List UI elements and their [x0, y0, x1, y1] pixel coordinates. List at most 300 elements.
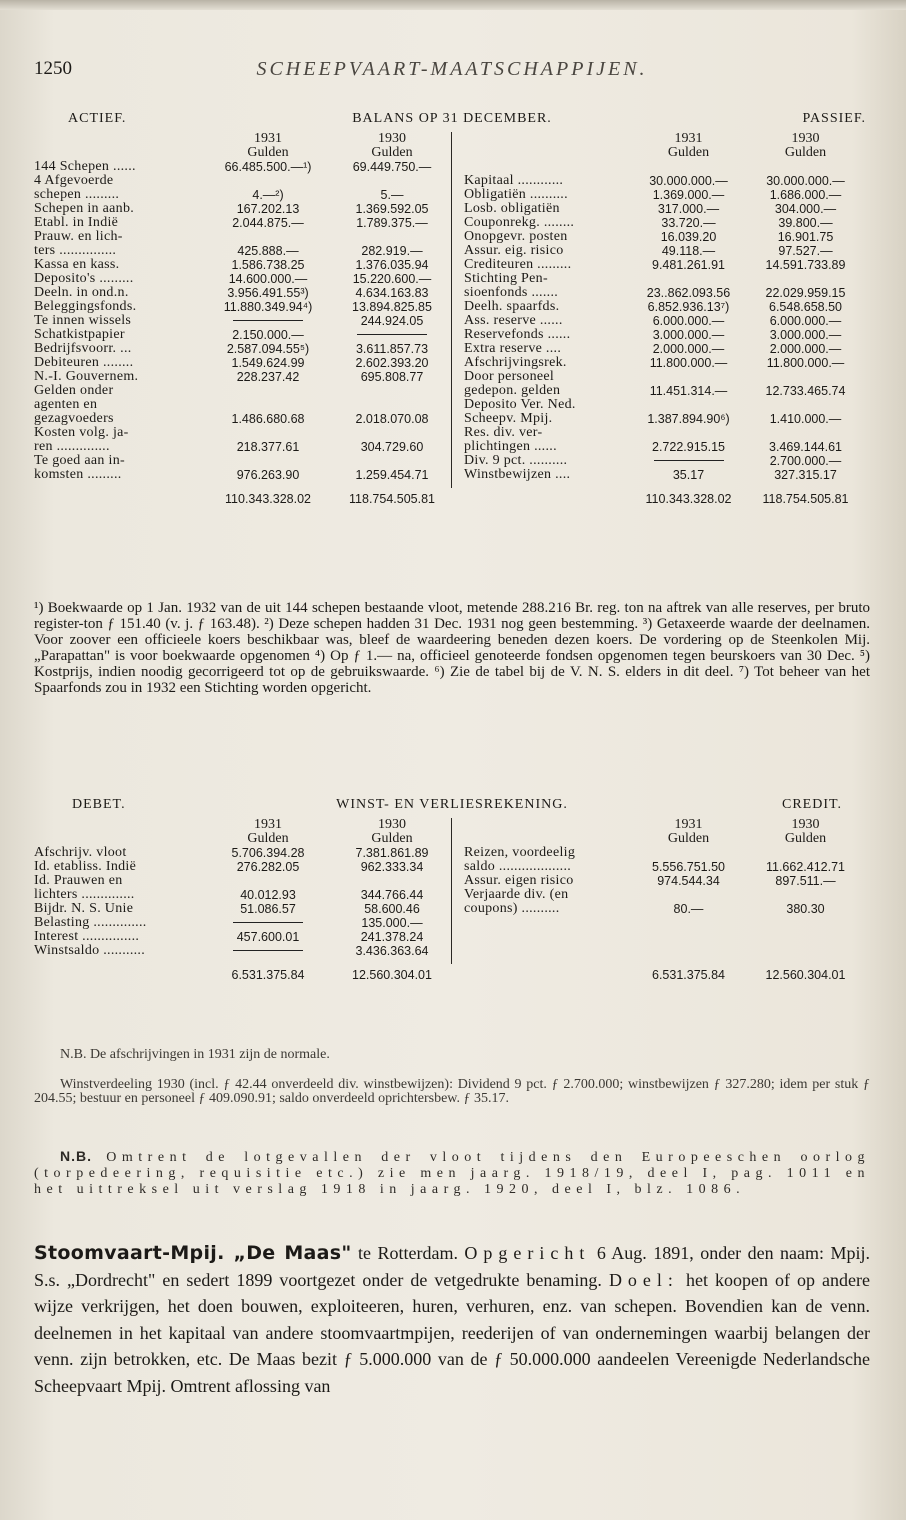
value-1931 [630, 888, 747, 902]
table-row [34, 230, 454, 244]
empty-rule [233, 922, 303, 923]
page-top-edge [0, 0, 906, 10]
value-1931 [630, 370, 747, 384]
value-1931: 167.202.13 [236, 202, 300, 216]
value-1931: 11.800.000.— [649, 356, 728, 370]
row-label: Beleggingsfonds. [34, 300, 137, 314]
year-1930: 1930 [378, 817, 406, 832]
credit-rows [464, 846, 864, 958]
column-divider [451, 818, 452, 964]
value-1931: 976.263.90 [236, 468, 300, 482]
table-row [464, 202, 864, 216]
value-1930: 897.511.— [775, 874, 836, 888]
table-row [464, 916, 864, 930]
table-row [34, 300, 454, 314]
value-1931: 276.282.05 [236, 860, 300, 874]
credit-title: CREDIT. [781, 797, 842, 812]
actief-title: ACTIEF. [68, 111, 127, 126]
year-1931: 1931 [254, 817, 282, 832]
value-1930: 22.029.959.15 [765, 286, 846, 300]
page-header [34, 58, 870, 88]
row-label: Bijdr. N. S. Unie [34, 902, 134, 916]
value-1931: 2.044.875.— [232, 216, 304, 230]
value-1931: 5.556.751.50 [652, 860, 725, 874]
row-label: Crediteuren ......... [464, 258, 572, 272]
table-row [34, 202, 454, 216]
table-row [464, 188, 864, 202]
profit-loss-account [34, 796, 870, 982]
value-1930 [330, 398, 454, 412]
value-1931 [206, 384, 330, 398]
value-1931: 317.000.— [657, 202, 720, 216]
value-1930: 1.369.592.05 [355, 202, 429, 216]
value-1930: 6.000.000.— [769, 314, 842, 328]
value-1930: 5.— [380, 188, 404, 202]
value-1930: 14.591.733.89 [765, 258, 846, 272]
column-divider [451, 132, 452, 488]
value-1931: 33.720.— [661, 216, 716, 230]
value-1931 [630, 272, 747, 286]
value-1930: 244.924.05 [360, 314, 424, 328]
value-1931: 49.118.— [661, 244, 716, 258]
row-label: Te goed aan in- [34, 454, 125, 468]
value-1930 [747, 272, 864, 286]
value-1931: 9.481.261.91 [652, 258, 725, 272]
debet-title: DEBET. [72, 797, 126, 812]
row-label: plichtingen ...... [464, 440, 557, 454]
year-1931: 1931 [254, 131, 282, 146]
table-row [464, 930, 864, 944]
company-location: te Rotterdam. [351, 1243, 465, 1263]
row-label: Debiteuren ........ [34, 356, 134, 370]
table-row [34, 944, 454, 958]
table-row [34, 860, 454, 874]
table-row [34, 174, 454, 188]
value-1930 [330, 174, 454, 188]
table-row [464, 328, 864, 342]
table-row [34, 412, 454, 426]
value-1931: 2.722.915.15 [652, 440, 725, 454]
unit-label: Gulden [247, 145, 289, 160]
table-row [34, 272, 454, 286]
value-1930: 1.686.000.— [769, 188, 842, 202]
value-1931: 1.369.000.— [652, 188, 725, 202]
value-1930 [747, 846, 864, 860]
total-actief-1931: 110.343.328.02 [225, 492, 311, 506]
value-1931 [206, 944, 330, 958]
row-label: Couponrekg. ........ [464, 216, 575, 230]
table-row [464, 356, 864, 370]
unit-label: Gulden [784, 145, 827, 160]
value-1930: 135.000.— [361, 916, 423, 930]
table-row [34, 398, 454, 412]
value-1931 [630, 846, 747, 860]
table-row [34, 440, 454, 454]
balance-sheet [34, 110, 870, 506]
row-label: Winstsaldo ........... [34, 944, 146, 958]
company-name: Stoomvaart-Mpij. „De Maas" [34, 1242, 352, 1264]
row-label: Kosten volg. ja- [34, 426, 129, 440]
total-actief-1930: 118.754.505.81 [349, 492, 435, 506]
value-1931: 974.544.34 [657, 874, 720, 888]
debet-rows [34, 846, 454, 958]
row-label: Schatkistpapier [34, 328, 125, 342]
value-1931: 1.549.624.99 [231, 356, 305, 370]
value-1931: 457.600.01 [236, 930, 300, 944]
row-label: Obligatiën .......... [464, 188, 568, 202]
empty-rule [654, 460, 724, 461]
value-1931: 4.—²) [252, 188, 284, 202]
company-entry [34, 1240, 870, 1399]
value-1930: 58.600.46 [364, 902, 420, 916]
unit-label: Gulden [371, 145, 413, 160]
empty-rule [357, 334, 427, 335]
actief-rows [34, 160, 454, 482]
value-1930: 241.378.24 [360, 930, 424, 944]
row-label: N.-I. Gouvernem. [34, 370, 139, 384]
value-1931: 30.000.000.— [649, 174, 728, 188]
table-row [464, 454, 864, 468]
value-1930: 695.808.77 [360, 370, 424, 384]
value-1931 [206, 230, 330, 244]
passief-table [464, 132, 864, 506]
row-label [464, 916, 630, 930]
table-row [34, 188, 454, 202]
table-row [464, 888, 864, 902]
value-1930: 3.000.000.— [769, 328, 842, 342]
row-label: Deelh. spaarfds. [464, 300, 560, 314]
table-row [464, 384, 864, 398]
value-1931 [206, 916, 330, 930]
table-row [34, 160, 454, 174]
table-row [464, 314, 864, 328]
row-label: Belasting .............. [34, 916, 147, 930]
note-war-text: Omtrent de lotgevallen der vloot tijdens den Europeeschen oorlog (torpedeering, requisitie etc.) zie men jaarg. 1918/19, deel I, pag. 1011 en het uittreksel uit verslag 1918 in jaarg. 1920, deel I, blz. 1086. [34, 1150, 870, 1197]
value-1930: 13.894.825.85 [352, 300, 432, 314]
row-label: ters ............... [34, 244, 117, 258]
total-passief-1930: 118.754.505.81 [762, 492, 849, 506]
total-credit-1931: 6.531.375.84 [652, 968, 725, 982]
table-row [464, 174, 864, 188]
row-label: Prauw. en lich- [34, 230, 123, 244]
row-label: Kapitaal ............ [464, 174, 564, 188]
value-1931: 1.486.680.68 [231, 412, 305, 426]
value-1931: 51.086.57 [240, 902, 296, 916]
table-row [34, 356, 454, 370]
row-label: Losb. obligatiën [464, 202, 560, 216]
row-label: Deposito Ver. Ned. [464, 398, 576, 412]
value-1931: 66.485.500.—¹) [224, 160, 312, 174]
row-label [464, 930, 630, 944]
table-row [34, 916, 454, 930]
company-founding: 6 Aug. 1891, onder den naam: Mpij. S.s. „Dordrecht" en sedert 1899 voortgezet onder de vetgedrukte benaming. [34, 1243, 870, 1290]
value-1931: 6.852.936.13⁷) [647, 300, 730, 314]
value-1931: 3.956.491.55³) [227, 286, 309, 300]
value-1930: 2.018.070.08 [355, 412, 429, 426]
value-1930 [747, 370, 864, 384]
value-1931 [630, 398, 747, 412]
credit-column [454, 818, 864, 982]
row-label: 144 Schepen ...... [34, 160, 136, 174]
row-label: Interest ............... [34, 930, 140, 944]
value-1930: 327.315.17 [774, 468, 837, 482]
table-row [34, 342, 454, 356]
value-1931 [630, 930, 747, 944]
row-label: 4 Afgevoerde [34, 174, 114, 188]
value-1931: 80.— [673, 902, 704, 916]
table-row [464, 216, 864, 230]
table-row [34, 426, 454, 440]
value-1930: 11.800.000.— [766, 356, 845, 370]
row-label: Assur. eig. risico [464, 244, 564, 258]
row-label: agenten en [34, 398, 98, 412]
value-1930: 11.662.412.71 [765, 860, 845, 874]
note-war-history [34, 1148, 870, 1198]
total-debet-1930: 12.560.304.01 [352, 968, 432, 982]
profit-loss-title: WINST- EN VERLIESREKENING. [336, 797, 568, 812]
value-1931: 6.000.000.— [652, 314, 725, 328]
unit-label: Gulden [667, 831, 710, 846]
value-1930 [747, 398, 864, 412]
value-1930: 1.410.000.— [769, 412, 842, 426]
value-1931: 40.012.93 [240, 888, 296, 902]
value-1930: 15.220.600.— [352, 272, 432, 286]
table-row [464, 342, 864, 356]
total-debet-1931: 6.531.375.84 [231, 968, 305, 982]
running-title: SCHEEPVAART-MAATSCHAPPIJEN. [256, 58, 648, 80]
table-row [34, 846, 454, 860]
table-row [464, 440, 864, 454]
row-label: Stichting Pen- [464, 272, 548, 286]
value-1931: 1.387.894.90⁶) [647, 412, 730, 426]
row-label: komsten ......... [34, 468, 122, 482]
table-row [34, 314, 454, 328]
value-1931 [206, 426, 330, 440]
value-1930: 962.333.34 [360, 860, 424, 874]
total-passief-1931: 110.343.328.02 [645, 492, 732, 506]
value-1930: 2.700.000.— [769, 454, 842, 468]
value-1931 [630, 454, 747, 468]
value-1930 [747, 160, 864, 174]
value-1930: 2.000.000.— [769, 342, 842, 356]
year-1930: 1930 [378, 131, 406, 146]
table-row [464, 944, 864, 958]
table-row [464, 258, 864, 272]
value-1930: 304.729.60 [360, 440, 424, 454]
opgericht-label: Opgericht [464, 1243, 591, 1263]
table-row [34, 930, 454, 944]
row-label: Verjaarde div. (en [464, 888, 569, 902]
row-label: ren .............. [34, 440, 110, 454]
value-1930: 97.527.— [778, 244, 833, 258]
row-label: Id. etabliss. Indië [34, 860, 137, 874]
table-row [464, 846, 864, 860]
value-1931: 1.586.738.25 [231, 258, 305, 272]
table-row [464, 902, 864, 916]
table-row [464, 160, 864, 174]
value-1931: 2.000.000.— [652, 342, 725, 356]
table-row [34, 258, 454, 272]
value-1930 [747, 888, 864, 902]
value-1930: 1.789.375.— [356, 216, 428, 230]
value-1930: 16.901.75 [777, 230, 834, 244]
value-1930 [330, 384, 454, 398]
value-1930: 3.469.144.61 [769, 440, 842, 454]
year-1930: 1930 [791, 817, 820, 832]
row-label: Assur. eigen risico [464, 874, 574, 888]
value-1930: 1.376.035.94 [355, 258, 429, 272]
row-label: Gelden onder [34, 384, 114, 398]
year-1931: 1931 [674, 817, 703, 832]
value-1930: 6.548.658.50 [769, 300, 842, 314]
value-1930 [330, 426, 454, 440]
value-1931: 16.039.20 [660, 230, 717, 244]
row-label [464, 160, 630, 174]
table-row [34, 370, 454, 384]
year-1931: 1931 [674, 131, 703, 146]
row-label: Div. 9 pct. .......... [464, 454, 568, 468]
table-row [464, 468, 864, 482]
table-row [464, 272, 864, 286]
table-row [34, 244, 454, 258]
table-row [464, 860, 864, 874]
value-1931: 425.888.— [237, 244, 299, 258]
row-label: Scheepv. Mpij. [464, 412, 553, 426]
value-1930: 344.766.44 [360, 888, 424, 902]
balance-title: BALANS OP 31 DECEMBER. [352, 111, 552, 126]
value-1931 [630, 944, 747, 958]
page-number: 1250 [34, 58, 72, 79]
value-1931 [630, 916, 747, 930]
value-1931: 5.706.394.28 [231, 846, 305, 860]
profit-loss-heading [34, 796, 870, 818]
row-label: Etabl. in Indië [34, 216, 119, 230]
row-label: Deposito's ......... [34, 272, 134, 286]
table-row [34, 888, 454, 902]
value-1931: 11.451.314.— [649, 384, 728, 398]
table-row [34, 454, 454, 468]
table-row [464, 230, 864, 244]
value-1930: 2.602.393.20 [355, 356, 429, 370]
table-row [34, 328, 454, 342]
row-label: gedepon. gelden [464, 384, 561, 398]
value-1930 [330, 454, 454, 468]
value-1930 [747, 930, 864, 944]
value-1930: 12.733.465.74 [765, 384, 846, 398]
value-1931: 35.17 [672, 468, 705, 482]
table-row [34, 286, 454, 300]
value-1931: 218.377.61 [236, 440, 300, 454]
passief-column [454, 132, 864, 506]
value-1931 [206, 314, 330, 328]
value-1931 [206, 874, 330, 888]
value-1931 [206, 174, 330, 188]
value-1931 [206, 454, 330, 468]
row-label: Door personeel [464, 370, 555, 384]
row-label: sioenfonds ....... [464, 286, 559, 300]
unit-label: Gulden [784, 831, 827, 846]
value-1930: 3.611.857.73 [355, 342, 429, 356]
unit-label: Gulden [667, 145, 710, 160]
debet-table [34, 818, 454, 982]
row-label: Deeln. in ond.n. [34, 286, 129, 300]
row-label: lichters .............. [34, 888, 135, 902]
value-1931: 11.880.349.94⁴) [223, 300, 313, 314]
row-label: Reizen, voordeelig [464, 846, 576, 860]
value-1930: 3.436.363.64 [355, 944, 429, 958]
row-label: saldo ................... [464, 860, 572, 874]
row-label: Onopgevr. posten [464, 230, 568, 244]
value-1931 [206, 398, 330, 412]
row-label: schepen ......... [34, 188, 120, 202]
table-row [464, 286, 864, 300]
table-row [464, 412, 864, 426]
row-label: gezagvoeders [34, 412, 114, 426]
table-row [34, 384, 454, 398]
unit-label: Gulden [371, 831, 413, 846]
table-row [464, 874, 864, 888]
value-1930: 380.30 [786, 902, 825, 916]
total-credit-1930: 12.560.304.01 [765, 968, 846, 982]
empty-rule [233, 950, 303, 951]
value-1931 [630, 160, 747, 174]
value-1930: 304.000.— [774, 202, 837, 216]
company-purpose: het koopen of op andere wijze verkrijgen, het doen bouwen, exploiteeren, huren, verhuren, enz. van schepen. Bovendien kan de venn. deelnemen in het kapitaal van andere stoomvaartmpijen, reederijen of van ondernemingen waarbij belangen der venn. zijn betrokken, etc. De Maas bezit ƒ 5.000.000 van de ƒ 50.000.000 aandeelen Vereenigde Nederlandsche Scheepvaart Mpij. Omtrent aflossing van [34, 1269, 871, 1396]
debet-column [34, 818, 454, 982]
value-1930 [747, 944, 864, 958]
value-1931: 2.587.094.55⁵) [226, 342, 310, 356]
balance-heading [34, 110, 870, 132]
table-row [464, 370, 864, 384]
note-afschrijvingen: N.B. De afschrijvingen in 1931 zijn de normale. [60, 1047, 330, 1062]
credit-table [464, 818, 864, 982]
value-1931: 2.150.000.— [232, 328, 304, 342]
table-row [34, 216, 454, 230]
table-row [34, 902, 454, 916]
table-row [34, 468, 454, 482]
row-label: Schepen in aanb. [34, 202, 135, 216]
note-winstverdeeling: Winstverdeeling 1930 (incl. ƒ 42.44 onverdeeld div. winstbewijzen): Dividend 9 pct. ƒ 2.700.000; winstbewijzen ƒ 327.280; idem per stuk ƒ 204.55; bestuur en personeel ƒ 409.090.91; saldo onverdeeld oprichtersbew. ƒ 35.17. [34, 1077, 870, 1106]
table-row [464, 244, 864, 258]
value-1930: 69.449.750.— [352, 160, 432, 174]
value-1930: 4.634.163.83 [355, 286, 429, 300]
passief-rows [464, 160, 864, 482]
row-label: Res. div. ver- [464, 426, 543, 440]
row-label: Afschrijv. vloot [34, 846, 127, 860]
value-1930 [330, 328, 454, 342]
row-label: Kassa en kass. [34, 258, 120, 272]
value-1930: 1.259.454.71 [355, 468, 429, 482]
value-1931 [630, 426, 747, 440]
table-row [464, 426, 864, 440]
value-1930 [747, 426, 864, 440]
row-label: Extra reserve .... [464, 342, 562, 356]
row-label: Afschrijvingsrek. [464, 356, 567, 370]
row-label: Reservefonds ...... [464, 328, 571, 342]
value-1931: 228.237.42 [236, 370, 300, 384]
value-1930 [330, 230, 454, 244]
row-label: Id. Prauwen en [34, 874, 123, 888]
table-row [464, 398, 864, 412]
value-1930 [330, 874, 454, 888]
passief-title: PASSIEF. [802, 111, 866, 126]
table-row [34, 874, 454, 888]
row-label: Bedrijfsvoorr. ... [34, 342, 132, 356]
row-label: Winstbewijzen .... [464, 468, 571, 482]
value-1930: 7.381.861.89 [355, 846, 429, 860]
unit-label: Gulden [247, 831, 289, 846]
value-1931: 23..862.093.56 [646, 286, 731, 300]
